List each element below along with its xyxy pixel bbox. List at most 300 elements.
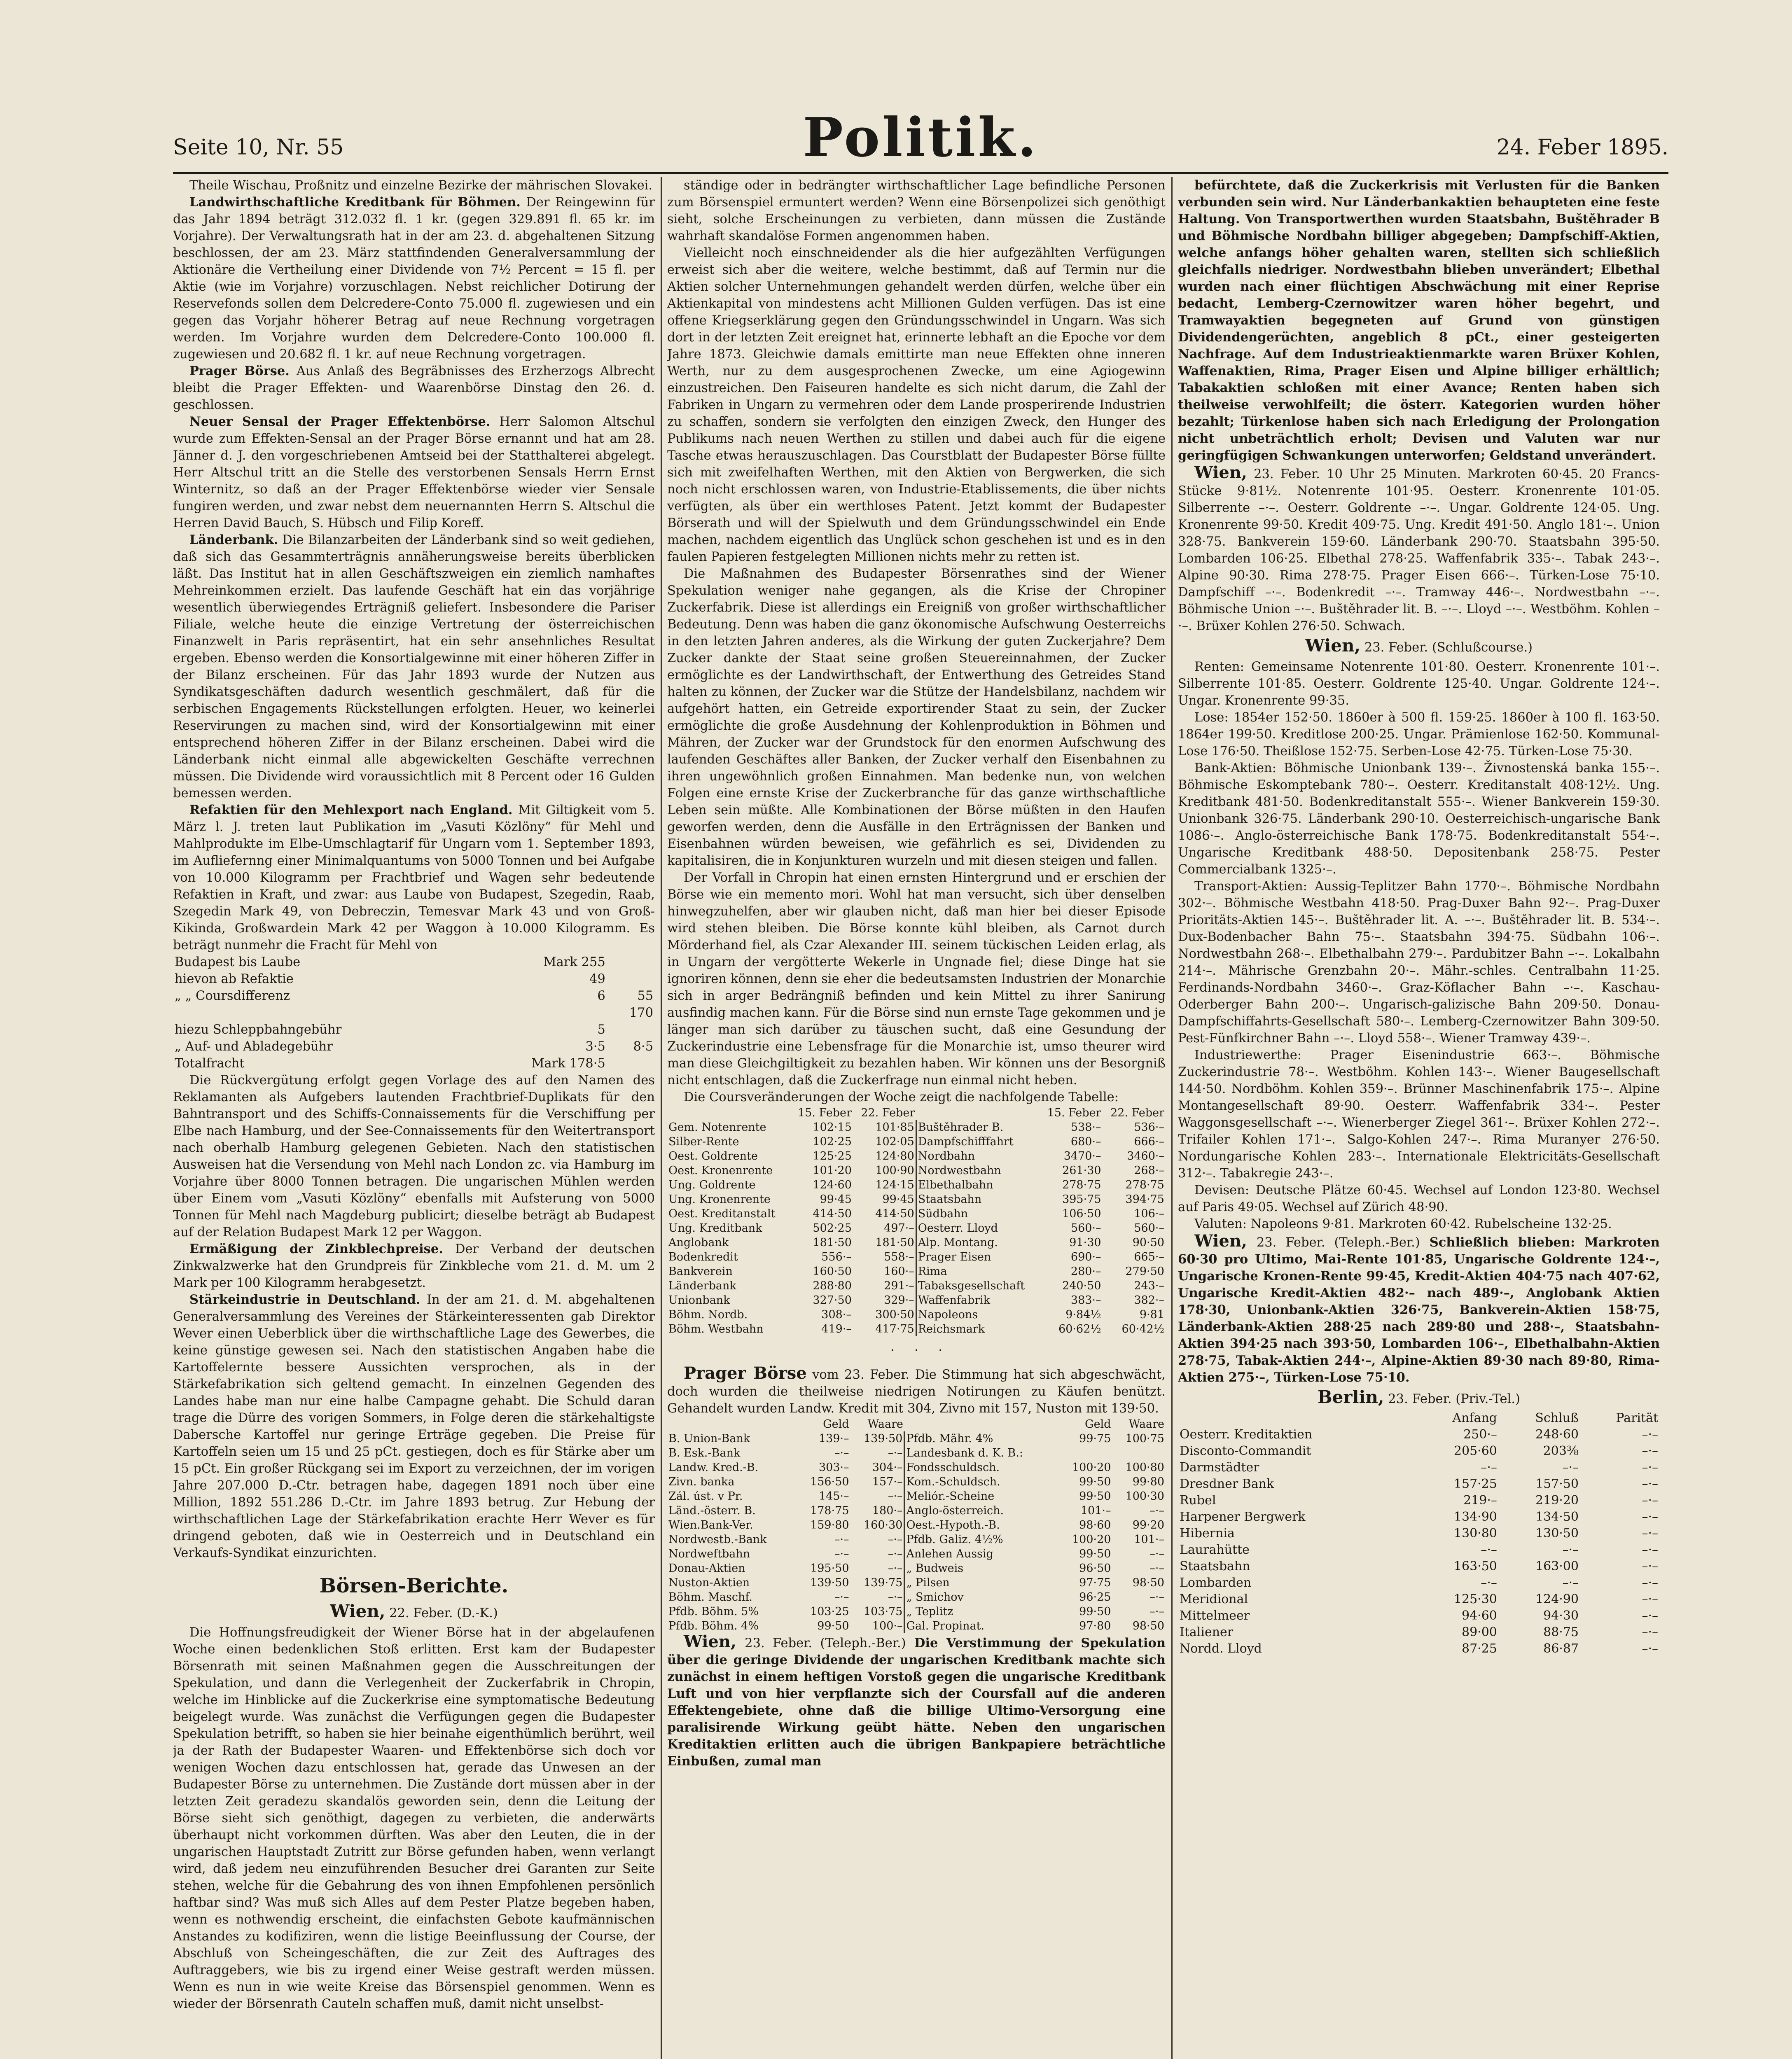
table-cell: 680·–: [1070, 1135, 1101, 1148]
table-cell: Waffenfabrik: [916, 1293, 1039, 1307]
table-cell: 94·30: [1543, 1608, 1579, 1623]
table-cell: 690·–: [1070, 1251, 1101, 1263]
table-cell: Ung. Kronenrente: [668, 1193, 771, 1206]
table-cell: Fondsschuldsch.: [904, 1460, 1059, 1475]
table-cell: 100·75: [1125, 1432, 1164, 1445]
column-header: Anfang: [1452, 1411, 1497, 1425]
transport-list: Transport-Aktien: Aussig-Teplitzer Bahn 1770·–. Böhmische Nordbahn 302·–. Böhmische Westbahn 418·50. Prag-Duxer Bahn 92·–. Prag-Duxer Prioritäts-Aktien 145·–. Buštěhrader lit. A. –·–. Buštěhrader lit. B. 534·–. Dux-Bodenbacher Bahn 75·–. Staatsbahn 394·75. Südbahn 106·–. Nordwestbahn 268·–. Elbethalbahn 279·–. Pardubitzer Bahn –·–. Lokalbahn 214·–. Mährische Grenzbahn 20·–. Mähr.-schles. Centralbahn 11·25. Ferdinands-Nordbahn 3460·–. Graz-Köflacher Bahn –·–. Kaschau-Oderberger Bahn 200·–. Ungarisch-galizische Bahn 209·50. Donau-Dampfschiffahrts-Gesellschaft 580·–. Lemberg-Czernowitzer Bahn 309·50. Pest-Fünfkirchner Bahn –·–. Lloyd 558·–. Wiener Tramway 439·–.: [1178, 879, 1660, 1046]
table-cell: –·–: [888, 1447, 903, 1459]
article-wien-telephone: [1178, 1233, 1660, 1386]
issue-date: 24. Feber 1895.: [1496, 135, 1668, 160]
table-cell: –·–: [1642, 1444, 1658, 1458]
table-cell: 124·90: [1535, 1592, 1579, 1606]
table-cell: 278·75: [1125, 1179, 1164, 1191]
table-cell: 101·85: [875, 1121, 914, 1134]
table-cell: Pfdb. Böhm. 5%: [668, 1605, 759, 1618]
article-body: Vielleicht noch einschneidender als die hier aufgezählten Verfügungen erweist sich aber die weitere, welche bestimmt, daß auf Termin nur die Aktien solcher Unternehmungen gehandelt werden dürfen, welche über ein Aktienkapital von mindestens acht Millionen Gulden verfügen. Das ist eine offene Kriegserklärung gegen den Gründungsschwindel in Ungarn. Was sich dort in der letzten Zeit ereignet hat, erinnerte lebhaft an die Epoche vor dem Jahre 1873. Gleichwie damals emittirte man neue Effekten ohne inneren Werth, nur zu dem ausgesprochenen Zwecke, um eine Agiogewinn einzustreichen. Den Faiseuren handelte es sich nicht darum, die Zahl der Fabriken in Ungarn zu vermehren oder dem Lande prosperirende Industrien zu schaffen, sondern sie verfolgten den einzigen Zweck, den Hunger des Publikums nach neuen Werthen zu stillen und dabei auch für die eigene Tasche etwas herauszuschlagen. Das Courstblatt der Budapester Börse füllte sich mit zweifelhaften Werthen, mit den Aktien von Bergwerken, die sich noch nicht erschlossen waren, von Industrie-Etablissements, die über nichts verfügten, als über ein werthloses Patent. Jetzt kommt der Budapester Börserath und will der Spielwuth und dem Gründungsschwindel ein Ende machen, nachdem eigentlich das Unglück schon geschehen ist und es in den faulen Papieren festgelegten Millionen nichts mehr zu retten ist.: [667, 246, 1166, 564]
header-rule: [173, 172, 1668, 174]
table-row: [1178, 1542, 1660, 1558]
table-row: [667, 1135, 1166, 1149]
table-cell: Staatsbahn: [916, 1192, 1039, 1207]
table-cell: Nuston-Aktien: [668, 1576, 750, 1589]
table-cell: Anlehen Aussig: [904, 1547, 1059, 1561]
report-date: 23. Feber. (Priv.-Tel.): [1388, 1392, 1520, 1406]
column-header: [916, 1106, 1039, 1120]
table-row: [667, 1322, 1166, 1336]
table-cell: 383·–: [1070, 1294, 1101, 1307]
table-cell: Länd.-österr. B.: [668, 1504, 756, 1517]
prague-rates-table: [667, 1417, 1166, 1633]
article-body: Die Hoffnungsfreudigkeit der Wiener Börse hat in der abgelaufenen Woche einen bedenklichen Stoß erlitten. Erst kam der Budapester Börsenrath mit seinen Maßnahmen gegen die Ausschreitungen der Spekulation, und dann die Verlegenheit der Zuckerfabrik in Chropin, welche im Hinblicke auf die Zuckerkrise eine symptomatische Bedeutung beigelegt wurde. Was zunächst die Verfügungen gegen die Budapester Spekulation betrifft, so haben sie hier beinahe eigenthümlich berührt, weil ja der Rath der Budapester Waaren- und Effektenbörse sich doch vor wenigen Wochen dazu entschlossen hat, gerade das Unwesen an der Budapester Börse zu unternehmen. Die Zustände dort müssen aber in der letzten Zeit geradezu skandalös geworden sein, denn die Leitung der Börse sieht sich genöthigt, dagegen zu verbieten, die anderwärts überhaupt nicht vorkommen dürften. Was aber den Leuten, die in der ungarischen Hauptstadt Zutritt zur Börse gefunden haben, wenn verlangt wird, daß jedem neu einzuführenden Besucher drei Garanten zur Seite stehen, welche für die Gebahrung des von ihnen Empfohlenen persönlich haftbar sind? Was muß sich Alles auf dem Pester Platze begeben haben, wenn es nothwendig erscheint, die einfachsten Gebote kaufmännischen Anstandes zu kodifiziren, wenn die listige Beeinflussung der Course, der Abschluß von Scheingeschäften, die zur Zeit des Auftrages des Auftraggebers, wie bis zu irgend einer Weise gestraft werden müssen. Wenn es nun in wie weite Kreise das Börsenspiel genommen. Wenn es wieder der Börsenrath Cauteln schaffen muß, damit nicht unselbst-: [173, 1625, 655, 2011]
table-cell: 666·–: [1134, 1135, 1164, 1148]
article-heading: Länderbank.: [189, 532, 278, 547]
table-cell: Totalfracht: [175, 1056, 245, 1071]
table-row: [667, 1207, 1166, 1221]
table-cell: –·–: [1642, 1493, 1658, 1508]
table-cell: Ung. Goldrente: [668, 1179, 756, 1191]
table-cell: 560·–: [1134, 1222, 1164, 1235]
table-cell: Böhm. Maschf.: [668, 1591, 752, 1604]
table-cell: 157·25: [1453, 1477, 1497, 1491]
table-cell: 9·81: [1139, 1308, 1164, 1321]
table-cell: –·–: [1562, 1543, 1579, 1557]
table-cell: 203⅜: [1543, 1444, 1579, 1458]
article-heading: Prager Börse.: [189, 364, 290, 378]
table-cell: 99·80: [1132, 1475, 1164, 1488]
table-row: [1178, 1575, 1660, 1591]
table-cell: 414·50: [875, 1207, 914, 1220]
table-cell: Dampfschifffahrt: [916, 1135, 1039, 1149]
section-title: Politik.: [803, 106, 1039, 169]
table-cell: 106·50: [1062, 1207, 1101, 1220]
table-cell: Böhm. Nordb.: [668, 1308, 748, 1321]
table-cell: Reichsmark: [916, 1322, 1039, 1336]
table-cell: Prager Eisen: [916, 1250, 1039, 1264]
freight-row: [173, 971, 655, 987]
page-header: [173, 103, 1668, 169]
table-cell: 102·25: [813, 1135, 852, 1148]
table-cell: 101·–: [1134, 1533, 1164, 1546]
table-cell: –·–: [1149, 1605, 1164, 1618]
table-cell: 327·50: [813, 1294, 852, 1307]
table-row: [667, 1503, 1166, 1518]
report-date: vom 23. Feber.: [812, 1368, 910, 1382]
boersen-heading: Börsen-Berichte.: [319, 1574, 509, 1597]
table-cell: [607, 954, 655, 971]
valuten-list: Valuten: Napoleons 9·81. Markroten 60·42. Rubelscheine 132·25.: [1194, 1217, 1612, 1231]
table-cell: 99·50: [817, 1620, 849, 1632]
city-name: Wien,: [1194, 1231, 1247, 1251]
article-body: Herr Salomon Altschul wurde zum Effekten-Sensal an der Prager Börse ernannt und hat am 28. Jänner d. J. den vorgeschriebenen Amtseid bei der Statthalterei abgelegt. Herr Altschul tritt an die Stelle des verstorbenen Sensals Herrn Ernst Winternitz, so daß an der Prager Effektenbörse wieder vier Sensale fungiren werden, und zwar nebst dem neuernannten Herrn S. Altschul die Herren David Bauch, S. Hübsch und Filip Koreff.: [173, 415, 655, 530]
article-heading: Neuer Sensal der Prager Effektenbörse.: [189, 414, 491, 429]
city-name: Wien,: [684, 1632, 736, 1651]
column-header: 22. Feber: [1110, 1107, 1164, 1119]
table-cell: –·–: [1149, 1548, 1164, 1560]
table-cell: hiezu Schleppbahngebühr: [175, 1022, 342, 1037]
table-cell: 100·–: [872, 1620, 903, 1632]
table-cell: Oest. Kronenrente: [668, 1164, 773, 1177]
table-cell: 9·84½: [1065, 1308, 1101, 1321]
table-cell: 99·20: [1132, 1519, 1164, 1531]
table-cell: 139·50: [863, 1432, 903, 1445]
article-wien-morning: [1178, 464, 1660, 635]
table-cell: „ Pilsen: [904, 1576, 1059, 1590]
table-cell: 87·25: [1461, 1641, 1497, 1656]
table-cell: –·–: [1642, 1543, 1658, 1557]
table-row: [1178, 1459, 1660, 1476]
table-cell: Tabaksgesellschaft: [916, 1279, 1039, 1293]
freight-row: [173, 1021, 655, 1038]
lose-list: Lose: 1854er 152·50. 1860er à 500 fl. 159·25. 1860er à 100 fl. 163·50. 1864er 199·50. Kreditlose 200·25. Ungar. Prämienlose 162·50. Kommunal-Lose 176·50. Theißlose 152·75. Serben-Lose 42·75. Türken-Lose 75·30.: [1178, 710, 1660, 759]
table-row: [1178, 1525, 1660, 1542]
wien-22-heading: [173, 1603, 655, 1622]
article-staerke: [173, 1291, 655, 1562]
table-cell: 268·–: [1134, 1164, 1164, 1177]
table-cell: Oesterr. Lloyd: [916, 1221, 1039, 1235]
table-cell: –·–: [1149, 1504, 1164, 1517]
freight-row: [173, 987, 655, 1004]
table-cell: 243·–: [1134, 1279, 1164, 1292]
table-cell: Böhm. Westbahn: [668, 1323, 764, 1335]
table-cell: Kom.-Schuldsch.: [904, 1475, 1059, 1489]
table-cell: 160·–: [884, 1265, 914, 1278]
table-cell: 106·–: [1134, 1207, 1164, 1220]
table-cell: 99·50: [1079, 1605, 1111, 1618]
table-row: [667, 1475, 1166, 1489]
table-cell: 99·50: [1079, 1548, 1111, 1560]
table-cell: –·–: [888, 1490, 903, 1503]
table-cell: 300·50: [875, 1308, 914, 1321]
table-cell: Budapest bis Laube: [175, 955, 301, 969]
table-cell: –·–: [834, 1533, 849, 1546]
table-row: [667, 1576, 1166, 1590]
table-cell: 88·75: [1543, 1625, 1579, 1639]
table-cell: Rubel: [1180, 1493, 1216, 1508]
devisen-list: Devisen: Deutsche Plätze 60·45. Wechsel auf London 123·80. Wechsel auf Paris 49·05. Wechsel auf Zürich 48·90.: [1178, 1183, 1660, 1214]
table-cell: –·–: [834, 1548, 849, 1560]
renten-list: Renten: Gemeinsame Notenrente 101·80. Oesterr. Kronenrente 101·–. Silberrente 101·85. Oesterr. Goldrente 125·40. Ungar. Goldrente 124·–. Ungar. Kronenrente 99·35.: [1178, 660, 1660, 708]
article-body: Die Bilanzarbeiten der Länderbank sind so weit gediehen, daß sich das Gesammterträgnis annäherungsweise bereits überblicken läßt. Das Institut hat in allen Geschäftszweigen ein ziemlich namhaftes Mehreinkommen erzielt. Das laufende Geschäft hat ein das vorjährige wesentlich überwiegendes Erträgniß geliefert. Insbesondere die Pariser Filiale, welche heute die einzige Vertretung der österreichischen Finanzwelt in Paris repräsentirt, hat ein sehr ansehnliches Resultat ergeben. Ebenso werden die Konsortialgewinne mit einer höheren Ziffer in der Bilanz erscheinen. Für das Jahr 1893 wurde der Nutzen aus Syndikatsgeschäften dadurch wesentlich geschmälert, daß für die serbischen Engagements Rückstellungen erfolgten. Heuer, wo keinerlei Reservirungen zu machen sind, wird der Konsortialgewinn mit einer entsprechend höheren Ziffer in der Bilanz erscheinen. Dabei wird die Länderbank nicht einmal alle abgewickelten Geschäfte verrechnen müssen. Die Dividende wird voraussichtlich mit 8 Percent oder 16 Gulden bemessen werden.: [173, 533, 655, 801]
table-cell: [607, 1055, 655, 1072]
table-cell: 55: [637, 989, 653, 1003]
city-name: Wien,: [1305, 635, 1361, 656]
table-cell: 97·75: [1079, 1576, 1111, 1589]
table-row: [1178, 1443, 1660, 1459]
table-cell: 219·–: [1463, 1493, 1497, 1508]
table-cell: 419·–: [821, 1323, 852, 1335]
table-cell: 103·75: [863, 1605, 903, 1618]
table-cell: 278·75: [1062, 1179, 1101, 1191]
table-cell: Pfdb. Mähr. 4%: [904, 1431, 1059, 1446]
article-sensal: [173, 413, 655, 532]
article-body: ständige oder in bedrängter wirthschaftlicher Lage befindliche Personen zum Börsenspiel ermuntert werden? Wenn eine Börsenpolizei sich genöthigt sieht, solche Erscheinungen zu verbieten, dann müssen die Zustände wahrhaft skandalöse Formen angenommen haben.: [667, 178, 1166, 243]
table-cell: 178·75: [810, 1504, 849, 1517]
table-cell: –·–: [1149, 1591, 1164, 1604]
table-cell: 134·50: [1535, 1510, 1579, 1524]
table-cell: –·–: [834, 1447, 849, 1459]
table-cell: 195·50: [810, 1562, 849, 1575]
table-cell: –·–: [888, 1562, 903, 1575]
table-cell: „ Teplitz: [904, 1604, 1059, 1619]
table-cell: 124·15: [875, 1179, 914, 1191]
table-row: [1178, 1591, 1660, 1608]
table-cell: Lombarden: [1180, 1576, 1252, 1590]
table-cell: 560·–: [1070, 1222, 1101, 1235]
table-cell: 125·25: [813, 1150, 852, 1163]
article-heading: Stärkeindustrie in Deutschland.: [189, 1292, 421, 1307]
column-header: 22. Feber: [861, 1107, 915, 1119]
table-cell: [1112, 1446, 1166, 1460]
table-cell: –·–: [1642, 1592, 1658, 1606]
table-cell: Italiener: [1180, 1625, 1234, 1639]
table-row: [1178, 1624, 1660, 1641]
table-cell: Disconto-Commandit: [1180, 1444, 1311, 1458]
table-row: [667, 1489, 1166, 1503]
intro-text: Theile Wischau, Proßnitz und einzelne Bezirke der mährischen Slovakei.: [189, 178, 653, 193]
table-cell: 96·50: [1079, 1562, 1111, 1575]
table-cell: [1059, 1446, 1112, 1460]
table-cell: 156·50: [810, 1475, 849, 1488]
table-cell: 130·80: [1453, 1526, 1497, 1541]
table-row: [667, 1431, 1166, 1446]
table-cell: 163·50: [1453, 1559, 1497, 1573]
table-cell: 558·–: [884, 1251, 914, 1263]
city-name: Wien,: [330, 1601, 386, 1621]
table-row: [667, 1235, 1166, 1250]
table-cell: Mittelmeer: [1180, 1608, 1250, 1623]
table-row: [667, 1221, 1166, 1235]
table-cell: 180·–: [872, 1504, 903, 1517]
column-header: Parität: [1616, 1411, 1658, 1425]
table-row: [667, 1264, 1166, 1279]
table-cell: 139·50: [810, 1576, 849, 1589]
table-cell: –·–: [1562, 1576, 1579, 1590]
table-cell: Pfdb. Böhm. 4%: [668, 1620, 759, 1632]
table-cell: –·–: [1481, 1543, 1497, 1557]
table-cell: Ung. Kreditbank: [668, 1222, 762, 1235]
article-heading: Ermäßigung der Zinkblechpreise.: [189, 1242, 443, 1256]
table-cell: 89·00: [1461, 1625, 1497, 1639]
table-row: [667, 1192, 1166, 1207]
table-cell: 3·5: [585, 1039, 605, 1054]
table-cell: 86·87: [1543, 1641, 1579, 1656]
table-cell: 382·–: [1134, 1294, 1164, 1307]
table-cell: 157·–: [872, 1475, 903, 1488]
table-cell: Zál. úst. v Pr.: [668, 1490, 743, 1503]
table-cell: 248·60: [1535, 1427, 1579, 1442]
table-cell: 159·80: [810, 1519, 849, 1531]
table-cell: –·–: [1642, 1641, 1658, 1656]
table-cell: 304·–: [872, 1461, 903, 1474]
table-cell: Mark 255: [543, 955, 605, 969]
table-cell: 556·–: [821, 1251, 852, 1263]
table-row: [1178, 1641, 1660, 1657]
table-cell: –·–: [834, 1591, 849, 1604]
table-cell: Landesbank d. K. B.:: [904, 1446, 1059, 1460]
column-header: Schluß: [1535, 1411, 1579, 1425]
table-cell: 101·20: [813, 1164, 852, 1177]
table-cell: Staatsbahn: [1180, 1559, 1250, 1573]
table-cell: 329·–: [884, 1294, 914, 1307]
bank-list: Bank-Aktien: Böhmische Unionbank 139·–. Živnostenská banka 155·–. Böhmische Eskomptebank 780·–. Oesterr. Kreditanstalt 408·12½. Ung. Kreditbank 481·50. Bodenkreditanstalt 555·–. Wiener Bankverein 159·30. Unionbank 326·75. Länderbank 290·10. Oesterreichisch-ungarische Bank 1086·–. Anglo-österreichische Bank 178·75. Bodenkreditanstalt 554·–. Ungarische Kreditbank 488·50. Depositenbank 258·75. Pester Commercialbank 1325·–.: [1178, 761, 1660, 877]
table-cell: –·–: [1642, 1510, 1658, 1524]
city-name: Berlin,: [1318, 1387, 1384, 1407]
table-cell: –·–: [1642, 1526, 1658, 1541]
table-cell: 99·50: [1079, 1490, 1111, 1503]
article-body: Die Rückvergütung erfolgt gegen Vorlage des auf den Namen des Reklamanten als Aufgebers lautenden Frachtbrief-Duplikats für den Bahntransport und des Schiffs-Connaissements für die Verschiffung per Elbe nach Hamburg, und der See-Connaissements für den Weitertransport nach oberhalb Hamburg gelegenen Gebieten. Nach den statistischen Ausweisen hat die Versendung von Mehl nach London zc. via Hamburg im Vorjahre über 8000 Tonnen betragen. Die ungarischen Mühlen werden über Einem vom „Vasuti Közlöny“ ebenfalls mit Aufsterung von 5000 Tonnen für Mehl nach Magdeburg publicirt; dieselbe beträgt ab Budapest auf der Relation Budapest Mark 12 per Waggon.: [173, 1073, 655, 1240]
table-cell: 303·–: [818, 1461, 849, 1474]
table-cell: Laurahütte: [1180, 1543, 1250, 1557]
table-cell: Pfdb. Galiz. 4½%: [904, 1532, 1059, 1547]
table-cell: Zivn. banka: [668, 1475, 735, 1488]
table-row: [667, 1279, 1166, 1293]
article-refaktien: [173, 802, 655, 954]
table-cell: „ Auf- und Abladegebühr: [175, 1039, 333, 1054]
table-row: [667, 1149, 1166, 1163]
table-cell: –·–: [1642, 1427, 1658, 1442]
column-1: [173, 177, 655, 2059]
table-cell: 124·80: [875, 1150, 914, 1163]
table-row: [667, 1163, 1166, 1178]
table-cell: [607, 1021, 655, 1038]
table-cell: 665·–: [1134, 1251, 1164, 1263]
report-date: 23. Feber. (Teleph.-Ber.): [1256, 1235, 1420, 1250]
table-cell: 3460·–: [1127, 1150, 1164, 1163]
table-cell: Wien.Bank-Ver.: [668, 1519, 753, 1531]
article-body: Mit Giltigkeit vom 5. März l. J. treten laut Publikation im „Vasuti Közlöny“ für Mehl und Mahlprodukte im Elbe-Umschlagtarif für Ungarn vom 1. September 1893, im Aufliefernng einer Minimalquantums von 5000 Tonnen und bei Aufgabe von 10.000 Kilogramm per Frachtbrief und Wagen sehr bedeutende Refaktien in Kraft, und zwar: aus Laube von Budapest, Szegedin, Raab, Szegedin Mark 49, von Debreczin, Temesvar Mark 43 und von Groß-Kikinda, Großwardein Mark 42 per Waggon à 10.000 Kilogramm. Es beträgt nunmehr die Fracht für Mehl von: [173, 803, 655, 952]
table-cell: Elbethalbahn: [916, 1178, 1039, 1192]
table-cell: Landw. Kred.-B.: [668, 1461, 759, 1474]
freight-row: [173, 954, 655, 971]
table-row: [1178, 1558, 1660, 1575]
table-cell: Buštěhrader B.: [916, 1120, 1039, 1135]
table-cell: 417·75: [875, 1323, 914, 1335]
table-cell: –·–: [1642, 1477, 1658, 1491]
table-cell: 6: [597, 989, 605, 1003]
table-cell: 60·62½: [1058, 1323, 1101, 1335]
freight-row: [173, 1038, 655, 1055]
table-cell: Bodenkredit: [668, 1251, 738, 1263]
table-cell: 103·25: [810, 1605, 849, 1618]
table-cell: 3470·–: [1063, 1150, 1101, 1163]
table-cell: 139·–: [818, 1432, 849, 1445]
article-heading: Refaktien für den Mehlexport nach England.: [189, 803, 513, 817]
article-body: Der Verband der deutschen Zinkwalzwerke hat den Grundpreis für Zinkbleche vom 21. d. M. um 2 Mark per 100 Kilogramm herabgesetzt.: [173, 1242, 655, 1290]
table-cell: 160·30: [863, 1519, 903, 1531]
table-cell: –·–: [888, 1591, 903, 1604]
table-cell: 134·90: [1453, 1510, 1497, 1524]
table-cell: Oest. Kreditanstalt: [668, 1207, 776, 1220]
table-cell: 139·75: [863, 1576, 903, 1589]
column-header: Waare: [1128, 1418, 1164, 1431]
column-divider: [661, 177, 662, 2059]
wien-closing-heading: [1178, 637, 1660, 656]
table-cell: 100·20: [1072, 1461, 1111, 1474]
table-cell: 8·5: [633, 1039, 653, 1054]
table-cell: Gal. Propinat.: [904, 1619, 1059, 1633]
table-row: [667, 1293, 1166, 1307]
table-cell: Anglo-österreich.: [904, 1503, 1059, 1518]
article-body: Die Stimmung hat sich abgeschwächt, doch wurden die theilweise niedrigen Notirungen zu Käufen benützt. Gehandelt wurden Landw. Kredit mit 304, Zivno mit 157, Nuston mit 139·50.: [667, 1368, 1166, 1416]
table-cell: 394·75: [1125, 1193, 1164, 1206]
table-cell: 90·50: [1132, 1236, 1164, 1249]
table-cell: Rima: [916, 1264, 1039, 1279]
table-cell: „ Budweis: [904, 1561, 1059, 1576]
article-body: Schließlich blieben: Markroten 60·30 pro Ultimo, Mai-Rente 101·85, Ungarische Goldrente 124·–, Ungarische Kronen-Rente 99·45, Kredit-Aktien 404·75 nach 407·62, Ungarische Kredit-Aktien 482·– nach 489·–, Anglobank Aktien 178·30, Unionbank-Aktien 326·75, Bankverein-Aktien 158·75, Länderbank-Aktien 288·25 nach 289·80 und 288·–, Staatsbahn-Aktien 394·25 nach 393·50, Lombarden 106·–, Elbethalbahn-Aktien 278·75, Tabak-Aktien 244·–, Alpine-Aktien 89·30 nach 89·80, Rima-Aktien 275·–, Türken-Lose 75·10.: [1178, 1235, 1660, 1385]
table-row: [667, 1518, 1166, 1532]
table-row: [667, 1532, 1166, 1547]
article-body: Der Vorfall in Chropin hat einen ernsten Hintergrund und er erschien der Börse wie ein memento mori. Wohl hat man versucht, sich über denselben hinwegzuhelfen, aber wir glauben nicht, daß man hier bei dieser Episode wird stehen bleiben. Die Börse konnte kühl bleiben, als Carnot durch Mörderhand fiel, als Czar Alexander III. seinem tückischen Leiden erlag, als in Ungarn der vergötterte Wekerle in Ungnade fiel; diese Dinge hat sie ignoriren können, denn sie eher die bedeutsamsten Industrien der Monarchie sich in arger Bedrängniß befinden und kein Mittel zu ihrer Sanirung ausfindig machen kann. Für die Börse sind nun ernste Tage gekommen und je länger man sich darüber zu täuschen sucht, daß eine Gesundung der Zuckerindustrie eine Lebensfrage für die Monarchie ist, umso theurer wird man diese Gleichgiltigkeit zu bezahlen haben. Wir können uns der Besorgniß nicht entschlagen, daß die Zuckerfrage nun einmal nicht heben.: [667, 871, 1166, 1088]
column-header: Geld: [823, 1418, 849, 1431]
table-cell: Meliór.-Scheine: [904, 1489, 1059, 1503]
article-body: Der Reingewinn für das Jahr 1894 beträgt 312.032 fl. 1 kr. (gegen 329.891 fl. 65 kr. im Vorjahre). Der Verwaltungsrath hat in der am 23. d. abgehaltenen Sitzung beschlossen, der am 23. März stattfindenden Generalversammlung der Aktionäre die Vertheilung einer Dividende von 7½ Percent = 15 fl. per Aktie (wie im Vorjahre) vorzuschlagen. Nebst reichlicher Dotirung der Reservefonds sollen dem Delcredere-Conto 75.000 fl. zugewiesen und ein gegen das Vorjahr höherer Betrag auf neue Rechnung vorgetragen werden. Im Vorjahre wurden dem Delcredere-Conto 100.000 fl. zugewiesen und 20.682 fl. 1 kr. auf neue Rechnung vorgetragen.: [173, 195, 655, 362]
column-header: Waare: [867, 1418, 903, 1431]
table-cell: 91·30: [1069, 1236, 1101, 1249]
article-zink: [173, 1241, 655, 1291]
table-cell: 100·30: [1125, 1490, 1164, 1503]
table-cell: Bankverein: [668, 1265, 733, 1278]
table-cell: Anglobank: [668, 1236, 729, 1249]
berlin-heading: [1178, 1389, 1660, 1408]
table-cell: 308·–: [821, 1308, 852, 1321]
table-cell: B. Union-Bank: [668, 1432, 750, 1445]
column-header: [667, 1417, 797, 1431]
table-intro: Die Coursveränderungen der Woche zeigt die nachfolgende Tabelle:: [684, 1090, 1119, 1104]
table-cell: 98·50: [1132, 1576, 1164, 1589]
column-header: Geld: [1085, 1418, 1111, 1431]
article-body: Die Verstimmung der Spekulation über die geringe Dividende der ungarischen Kreditbank machte sich zunächst in einem heftigen Vorstoß gegen die ungarische Kreditbank Luft und von hier verpflanzte sich der Coursfall auf die anderen Effektengebiete, ohne daß die billige Ultimo-Versorgung eine paralisirende Wirkung geübt hätte. Neben den ungarischen Kreditaktien erlitten auch die übrigen Bankpapiere beträchtliche Einbußen, zumal man: [667, 1636, 1166, 1769]
table-cell: 288·80: [813, 1279, 852, 1292]
table-cell: 99·45: [882, 1193, 914, 1206]
page-number: Seite 10, Nr. 55: [173, 135, 344, 160]
table-cell: Gem. Notenrente: [668, 1121, 766, 1134]
table-cell: 205·60: [1453, 1444, 1497, 1458]
industry-list: Industriewerthe: Prager Eisenindustrie 663·–. Böhmische Zuckerindustrie 78·–. Westböhm. Kohlen 143·–. Wiener Baugesellschaft 144·50. Nordböhm. Kohlen 359·–. Brünner Maschinenfabrik 175·–. Alpine Montangesellschaft 89·90. Oesterr. Waffenfabrik 334·–. Pester Waggonsgesellschaft –·–. Wienerberger Ziegel 361·–. Brüxer Kohlen 272·–. Trifailer Kohlen 171·–. Salgo-Kohlen 247·–. Rima Muranyer 276·50. Nordungarische Kohlen 283·–. Internationale Elektricitäts-Gesellschaft 312·–. Tabakregie 243·–.: [1178, 1048, 1660, 1181]
table-cell: –·–: [888, 1533, 903, 1546]
table-row: [667, 1619, 1166, 1633]
table-cell: 291·–: [884, 1279, 914, 1292]
table-cell: 99·75: [1079, 1432, 1111, 1445]
table-cell: Dresdner Bank: [1180, 1477, 1274, 1491]
table-cell: Nordwestbahn: [916, 1163, 1039, 1178]
table-cell: [607, 971, 655, 987]
table-row: [667, 1120, 1166, 1135]
table-cell: Oesterr. Kreditaktien: [1180, 1427, 1313, 1442]
table-row: [1178, 1492, 1660, 1509]
table-cell: Länderbank: [668, 1279, 736, 1292]
table-cell: –·–: [1481, 1576, 1497, 1590]
table-cell: 102·15: [813, 1121, 852, 1134]
table-cell: Donau-Aktien: [668, 1562, 745, 1575]
table-cell: 279·50: [1125, 1265, 1164, 1278]
table-cell: Nordbahn: [916, 1149, 1039, 1163]
table-cell: 145·–: [818, 1490, 849, 1503]
column-divider: [1171, 177, 1173, 2059]
freight-row: [173, 1004, 655, 1021]
table-cell: –·–: [1642, 1460, 1658, 1475]
table-row: [1178, 1608, 1660, 1624]
table-cell: 98·50: [1132, 1620, 1164, 1632]
table-cell: 502·25: [813, 1222, 852, 1235]
table-cell: Hibernia: [1180, 1526, 1235, 1541]
table-cell: [173, 1004, 472, 1021]
table-row: [667, 1590, 1166, 1604]
city-name: Wien,: [1194, 463, 1247, 482]
article-body: Die Maßnahmen des Budapester Börsenrathes sind der Wiener Spekulation weniger nahe gegangen, als die Krise der Chropiner Zuckerfabrik. Diese ist allerdings ein Ereigniß von großer wirthschaftlicher Bedeutung. Denn was haben die ganz ökonomische Aufschwung Oesterreichs in den letzten Jahren anderes, als die Wirkung der guten Zuckerjahre? Dem Zucker dankte der Staat seine großen Steuereinnahmen, der Zucker ermöglichte es der Landwirthschaft, der Entwerthung des Getreides Stand halten zu können, der Zucker war die Stütze der Handelsbilanz, nachdem wir aufgehört hatten, ein Getreide exportirender Staat zu sein, der Zucker ermöglichte die große Ausdehnung der Kohlenproduktion in Böhmen und Mähren, der Zucker war der Grundstock für den enormen Aufschwung des laufenden Geschäftes aller Banken, der Zucker verhalf den Eisenbahnen zu ihren ungewöhnlich großen Einnahmen. Man bedenke nun, von welchen Folgen eine ernste Krise der Zuckerbranche für das ganze wirthschaftliche Leben sein müßte. Alle Kombinationen der Börse müßten in den Haufen geworfen werden, denn die Ausfälle in den Erträgnissen der Banken und Eisenbahnen würden beweisen, wie gefährlich es sei, Dividenden zu kapitalisiren, die in Konjunkturen wurzeln und mit diesen steigen und fallen.: [667, 567, 1166, 868]
table-row: [667, 1307, 1166, 1322]
table-cell: 60·42½: [1121, 1323, 1164, 1335]
table-cell: –·–: [888, 1548, 903, 1560]
